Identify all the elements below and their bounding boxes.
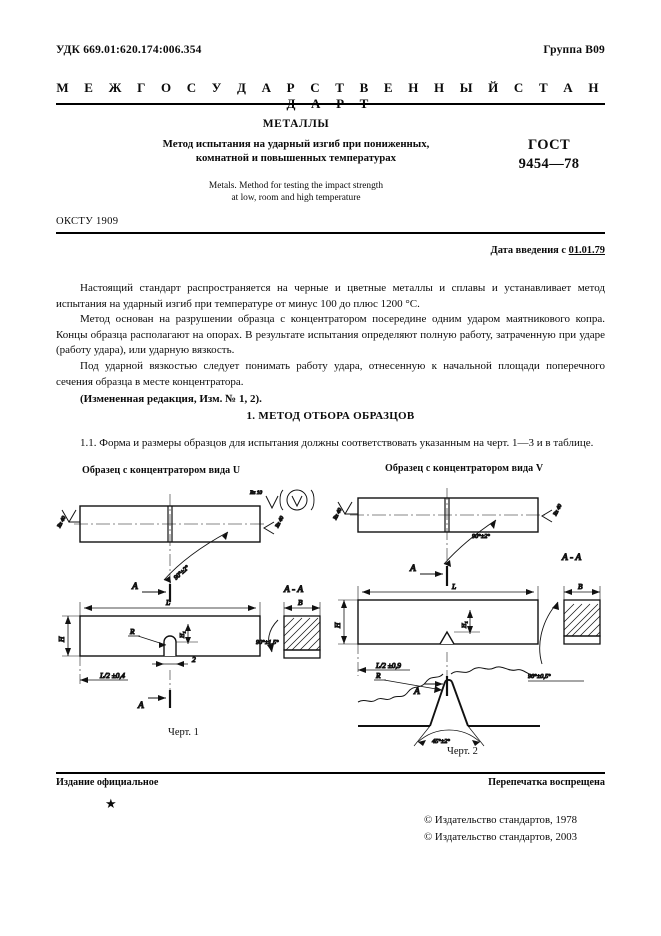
figure-u-heading: Образец с концентратором вида U	[82, 465, 241, 476]
footer-reprint-prohibited: Перепечатка воспрещена	[488, 777, 605, 788]
angle-section-label: 90°±1,5°	[256, 639, 279, 646]
body-text	[56, 281, 605, 408]
dim-B-label: B	[298, 598, 303, 607]
section-mark-upper: A	[132, 582, 138, 592]
section-mark-lower: A	[138, 701, 144, 711]
gost-label: ГОСТ	[527, 137, 571, 153]
date-intro-label: Дата введения с	[490, 245, 569, 256]
udk-code: УДК 669.01:620.174:006.354	[56, 44, 202, 56]
figure-1-caption: Черт. 1	[168, 727, 199, 738]
roughness-left-label: Rz 40	[56, 515, 68, 529]
angle-notch-label: 45°±2°	[432, 738, 450, 745]
standard-title-line2: комнатной и повышенных температурах	[195, 152, 397, 165]
standard-title-line1: Метод испытания на ударный изгиб при пониженных,	[162, 138, 430, 150]
group-code: Группа В09	[543, 44, 605, 56]
section-mark-upper-v: A	[410, 564, 416, 574]
roughness-symbol-label: Rz 10	[250, 490, 263, 496]
dim-notch-depth-label: H₁	[179, 631, 186, 638]
standard-title	[106, 137, 486, 166]
body-paragraph-3: Под ударной вязкостью следует понимать работу удара, отнесенную к начальной площади поперечного сечения образца в месте концентратора.	[56, 360, 605, 388]
body-paragraph-2: Метод основан на разрушении образца с концентратором посередине одним ударом маятникового копра. Концы образца располагают на опорах. В результате испытания определяют полную работу, затраченную при ударе (работу удара), или ударную вязкость.	[56, 313, 605, 357]
dim-R-label: R	[130, 627, 135, 636]
angle-section-label-v: 90°±0,5°	[528, 673, 551, 680]
gost-designation	[493, 136, 605, 174]
english-title-line1: Metals. Method for testing the impact strength	[208, 180, 384, 191]
header-row	[56, 44, 605, 56]
section-view-label-v: A - A	[562, 553, 582, 563]
dim-B-label-v: B	[578, 582, 583, 591]
roughness-right-label-v: Rz 40	[552, 503, 564, 517]
roughness-right-label: Rz 40	[274, 515, 286, 529]
figure-u-svg	[52, 484, 352, 734]
copyright-line-1: © Издательство стандартов, 1978	[424, 814, 578, 826]
dim-half-label-v: L/2 ±0,9	[376, 661, 402, 670]
clause-1-1	[56, 436, 605, 452]
dim-H-label-v: H	[333, 622, 342, 628]
dim-half-label: L/2 ±0,4	[100, 671, 126, 680]
dim-notch-depth-label-v: H₁	[461, 621, 468, 628]
section-mark-lower-v: A	[414, 687, 420, 697]
dim-R-label-v: R	[376, 671, 381, 680]
angle-top-label-v: 90°±2°	[472, 533, 490, 540]
figure-u-drawing	[52, 484, 352, 739]
figure-v-drawing	[330, 484, 630, 759]
figure-v-heading: Образец с концентратором вида V	[385, 463, 544, 474]
roughness-left-label-v: Rz 40	[332, 507, 344, 521]
header-divider-rule	[56, 103, 605, 105]
english-title-line2: at low, room and high temperature	[231, 192, 361, 203]
okstu-divider-rule	[56, 232, 605, 234]
dim-H-label: H	[57, 636, 66, 642]
footer-row	[56, 777, 605, 788]
gost-number: 9454—78	[518, 156, 580, 173]
body-paragraph-1: Настоящий стандарт распространяется на черные и цветные металлы и сплавы и устанавливает метод испытания на ударный изгиб при температуре от минус 100 до плюс 1200 °С.	[56, 282, 605, 310]
figure-v-svg	[330, 484, 630, 754]
body-revision-note: (Измененная редакция, Изм. № 1, 2).	[80, 393, 262, 406]
copyright-line-2: © Издательство стандартов, 2003	[424, 830, 578, 843]
copyright-block	[424, 812, 577, 845]
footer-divider-rule	[56, 772, 605, 774]
clause-1-1-text: 1.1. Форма и размеры образцов для испытания должны соответствовать указанным на черт. 1—3 и в таблице.	[80, 437, 594, 449]
date-intro-value: 01.01.79	[568, 245, 605, 256]
standard-type-heading: М Е Ж Г О С У Д А Р С Т В Е Н Н Ы Й С Т А Н Д А Р Т	[56, 80, 605, 111]
dim-L-label: L	[166, 598, 171, 607]
section-heading: 1. МЕТОД ОТБОРА ОБРАЗЦОВ	[246, 410, 415, 422]
footer-official-edition: Издание официальное	[56, 777, 159, 788]
angle-top-label: 90°±2°	[172, 564, 191, 582]
dim-L-label-v: L	[452, 582, 457, 591]
star-mark: ★	[105, 796, 117, 811]
dim-notch-width-label: 2	[192, 655, 196, 664]
title-block	[56, 118, 536, 204]
figure-2-caption: Черт. 2	[447, 746, 478, 757]
okstu-code: ОКСТУ 1909	[56, 216, 119, 227]
subject-title: МЕТАЛЛЫ	[262, 118, 330, 130]
date-of-introduction	[491, 245, 605, 256]
standard-title-english	[131, 180, 461, 205]
section-view-label: A - A	[284, 585, 304, 595]
